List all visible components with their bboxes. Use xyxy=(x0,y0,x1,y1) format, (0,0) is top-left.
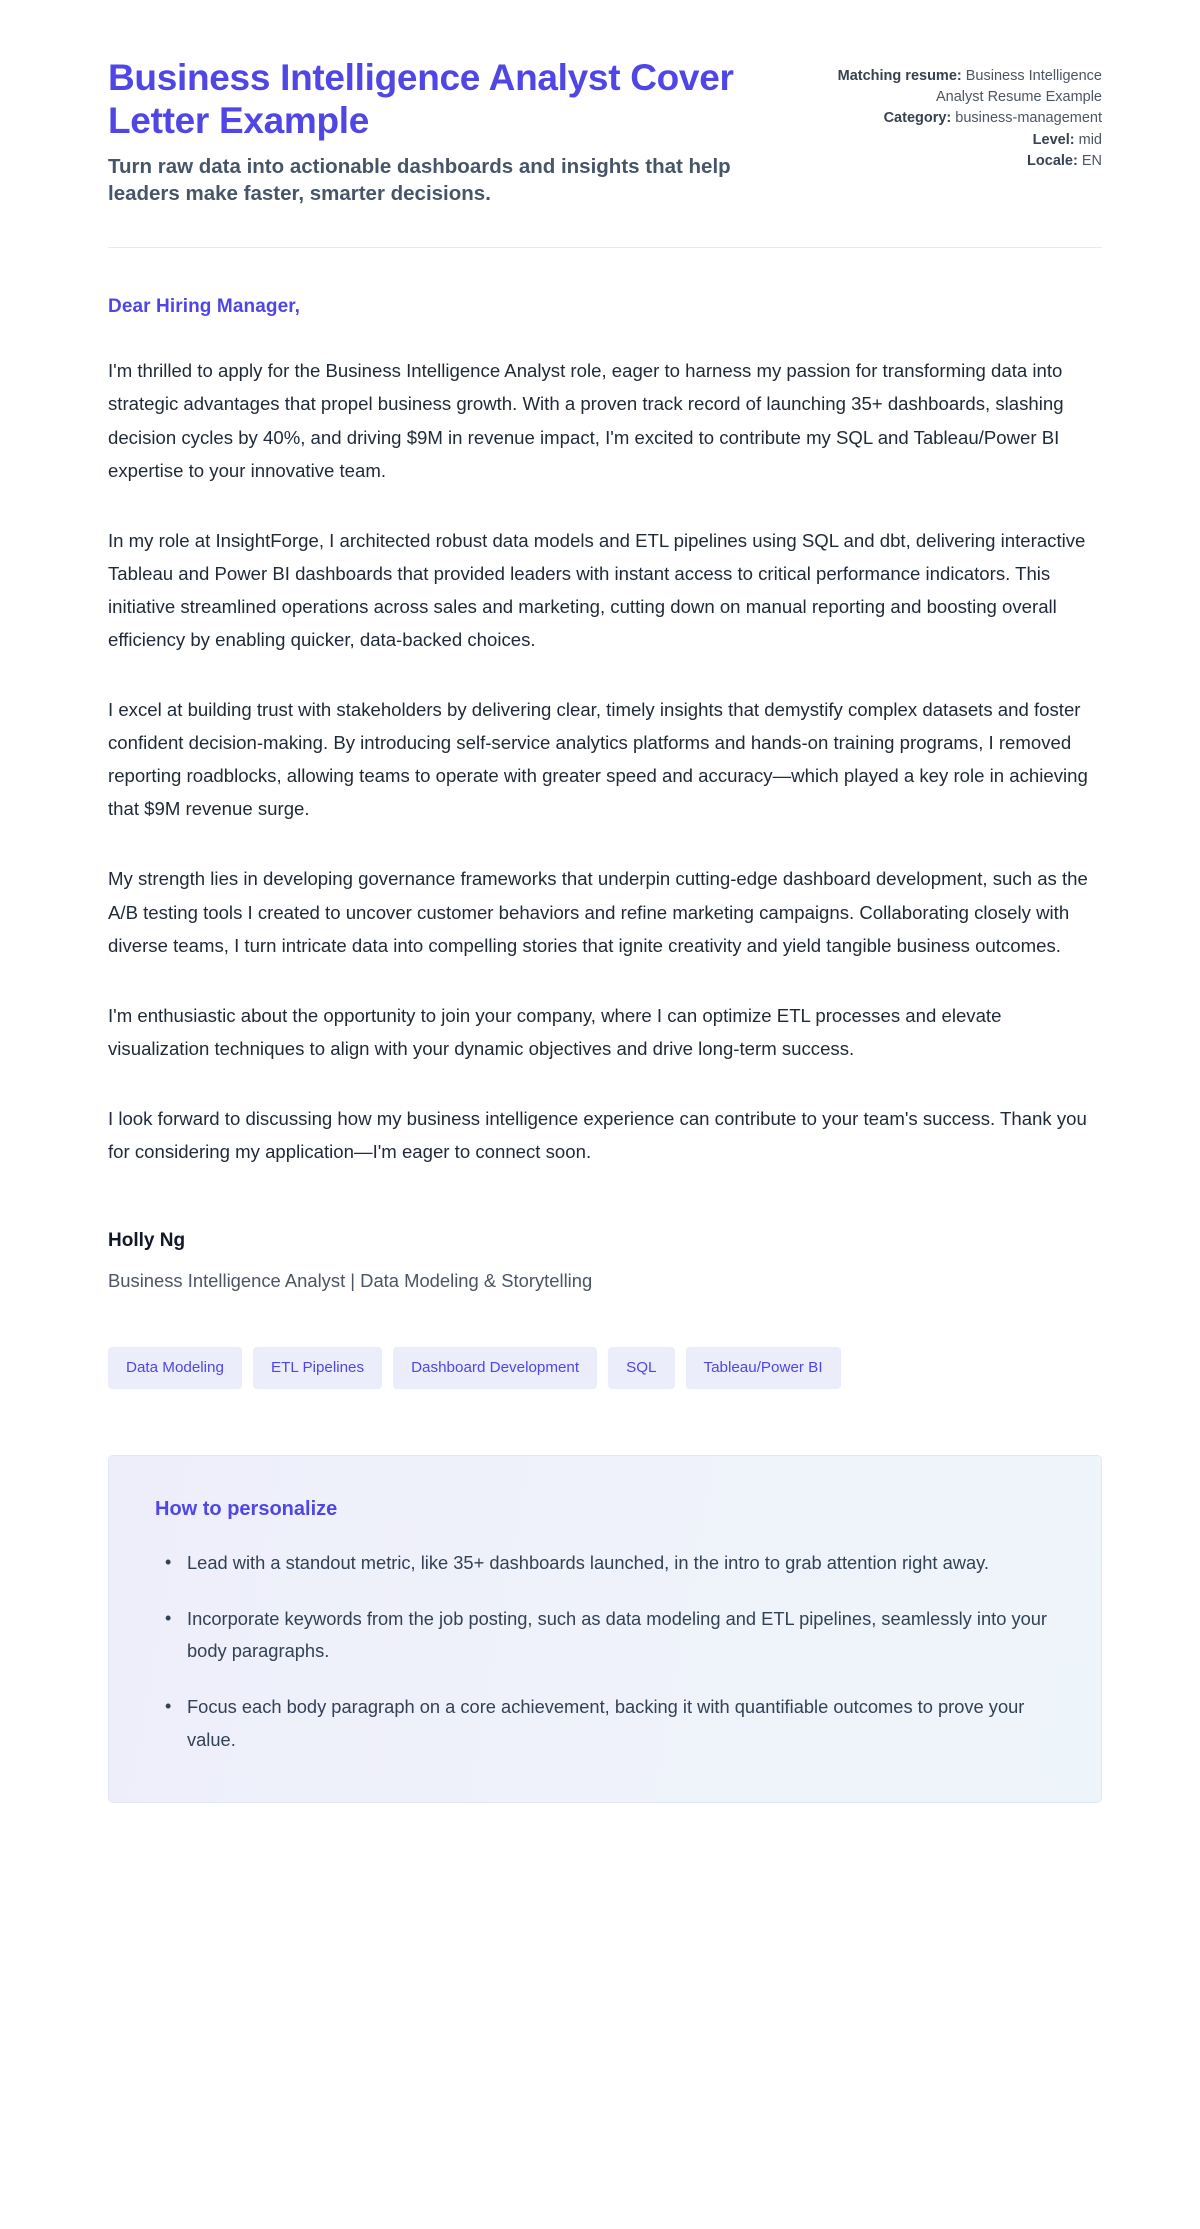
meta-row-category xyxy=(837,108,1102,129)
meta-label-level: Level: xyxy=(1032,131,1075,148)
callout-tip-list xyxy=(155,1547,1055,1756)
meta-label-locale: Locale: xyxy=(1027,153,1078,170)
header-title-block xyxy=(108,56,768,208)
meta-value-locale: EN xyxy=(1081,153,1102,170)
callout-tip-item: • Incorporate keywords from the job posting, such as data modeling and ETL pipelines, seamlessly into your body paragraphs. xyxy=(181,1603,1055,1668)
signature-role: Business Intelligence Analyst | Data Modeling & Storytelling xyxy=(108,1270,593,1292)
letter-paragraph: I look forward to discussing how my business intelligence experience can contribute to your team's success. Thank you for considering my application—I'm eager to connect soon. xyxy=(108,1107,1087,1162)
meta-value-level: mid xyxy=(1078,131,1102,148)
signature-name: Holly Ng xyxy=(108,1230,186,1252)
page-header xyxy=(108,56,1102,208)
page-subtitle: Turn raw data into actionable dashboards and insights that help leaders make faster, smarter decisions. xyxy=(108,154,731,206)
meta-label-category: Category: xyxy=(883,110,952,127)
skill-tag[interactable]: ETL Pipelines xyxy=(253,1347,382,1389)
signature-block xyxy=(108,1230,1102,1292)
callout-tip-item: • Lead with a standout metric, like 35+ dashboards launched, in the intro to grab attention right away. xyxy=(181,1547,1055,1580)
meta-label-matching-resume: Matching resume: xyxy=(837,68,962,84)
meta-value-category: business-management xyxy=(955,110,1102,127)
meta-row-matching-resume xyxy=(837,66,1102,107)
letter-paragraph: My strength lies in developing governance frameworks that underpin cutting-edge dashboard development, such as the A/B testing tools I created to uncover customer behaviors and refine marketing campaigns. Collaborating closely with diverse teams, I turn intricate data into compelling stories that ignite creativity and yield tangible business outcomes. xyxy=(108,868,1088,956)
letter-paragraph: I excel at building trust with stakeholders by delivering clear, timely insights that demystify complex datasets and foster confident decision-making. By introducing self-service analytics platforms and hands-on training programs, I removed reporting roadblocks, allowing teams to operate with greater speed and accuracy—which played a key role in achieving that $9M revenue surge. xyxy=(108,699,1088,820)
skill-tag[interactable]: Dashboard Development xyxy=(393,1347,597,1389)
cover-letter-body xyxy=(108,248,1102,1168)
how-to-personalize-callout xyxy=(108,1455,1102,1803)
callout-title: How to personalize xyxy=(155,1498,338,1521)
callout-tip-item: • Focus each body paragraph on a core achievement, backing it with quantifiable outcomes to prove your value. xyxy=(181,1691,1055,1756)
skill-tag[interactable]: Tableau/Power BI xyxy=(686,1347,841,1389)
page-title: Business Intelligence Analyst Cover Letter Example xyxy=(108,57,734,142)
letter-paragraph: I'm enthusiastic about the opportunity to join your company, where I can optimize ETL processes and elevate visualization techniques to align with your dynamic objectives and drive long-term success. xyxy=(108,1004,1002,1059)
meta-row-locale xyxy=(837,151,1102,172)
skill-tag[interactable]: Data Modeling xyxy=(108,1347,242,1389)
skill-tag[interactable]: SQL xyxy=(608,1347,674,1389)
meta-row-level xyxy=(837,130,1102,151)
skill-tag-list xyxy=(108,1347,1102,1389)
document-metadata xyxy=(837,56,1102,173)
letter-paragraph: In my role at InsightForge, I architected robust data models and ETL pipelines using SQL and dbt, delivering interactive Tableau and Power BI dashboards that provided leaders with instant access to critical performance indicators. This initiative streamlined operations across sales and marketing, cutting down on manual reporting and boosting overall efficiency by enabling quicker, data-backed choices. xyxy=(108,529,1086,650)
meta-value-matching-resume: Business Intelligence Analyst Resume Example xyxy=(935,68,1102,105)
letter-paragraph: I'm thrilled to apply for the Business Intelligence Analyst role, eager to harness my passion for transforming data into strategic advantages that propel business growth. With a proven track record of launching 35+ dashboards, slashing decision cycles by 40%, and driving $9M in revenue impact, I'm excited to contribute my SQL and Tableau/Power BI expertise to your innovative team. xyxy=(108,360,1064,481)
salutation: Dear Hiring Manager, xyxy=(108,296,301,318)
